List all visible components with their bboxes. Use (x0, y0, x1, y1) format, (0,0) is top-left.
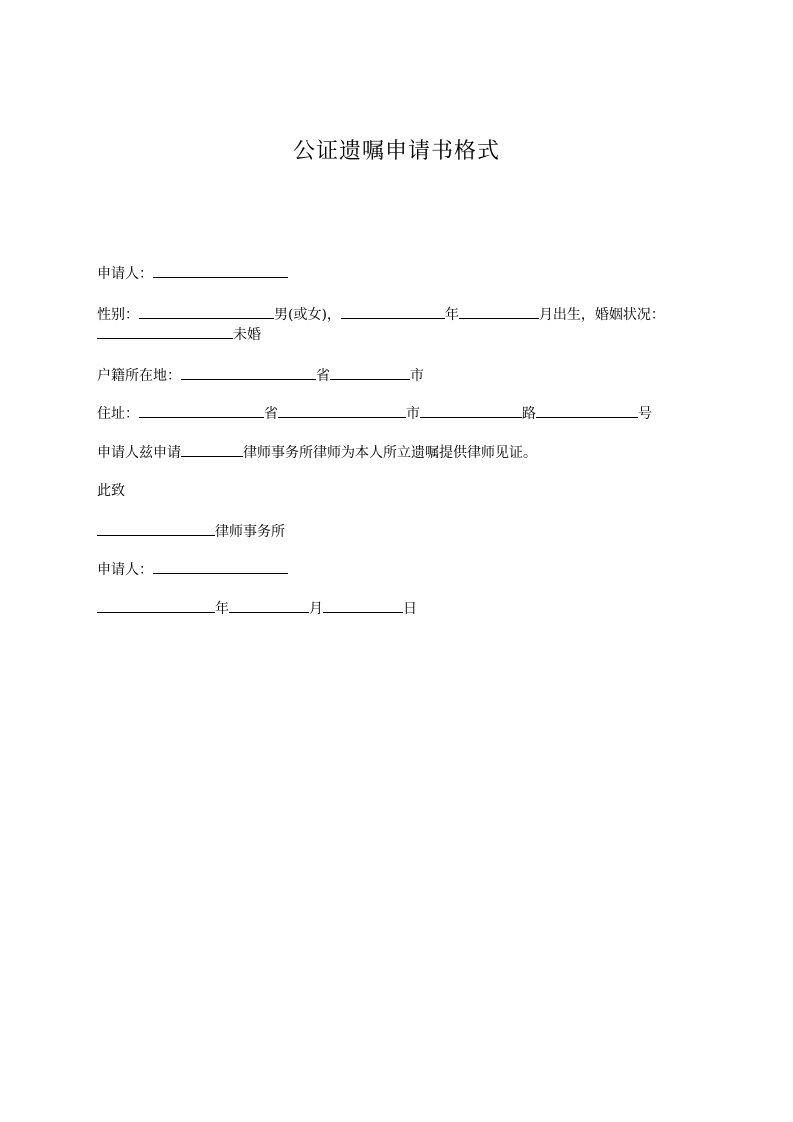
gender-birth-line (97, 303, 665, 325)
document-title: 公证遗嘱申请书格式 (292, 139, 500, 164)
recipient-firm-blank[interactable] (97, 520, 215, 536)
recipient-firm-line (97, 520, 285, 542)
gender-blank[interactable] (139, 303, 274, 319)
signature-applicant-line (97, 558, 288, 580)
date-month-blank[interactable] (229, 597, 309, 613)
law-firm-blank[interactable] (181, 441, 243, 457)
address-line (97, 402, 652, 424)
birth-month-blank[interactable] (459, 303, 539, 319)
marital-status-line (97, 323, 261, 345)
signature-applicant-blank[interactable] (153, 558, 288, 574)
gender-label: 性别： (97, 307, 139, 323)
household-province-label: 省 (316, 368, 330, 384)
statement-prefix: 申请人兹申请 (97, 445, 181, 461)
address-label: 住址： (97, 406, 139, 422)
household-label: 户籍所在地： (97, 368, 181, 384)
marital-status-value: 未婚 (233, 327, 261, 343)
applicant-label: 申请人： (97, 266, 153, 282)
recipient-firm-suffix: 律师事务所 (215, 524, 285, 540)
date-line (97, 597, 417, 619)
address-province-blank[interactable] (139, 402, 264, 418)
address-road-blank[interactable] (420, 402, 522, 418)
address-city-label: 市 (406, 406, 420, 422)
address-number-blank[interactable] (536, 402, 638, 418)
date-year-label: 年 (215, 601, 229, 617)
salutation-line (97, 481, 125, 501)
address-road-label: 路 (522, 406, 536, 422)
marital-status-blank[interactable] (97, 323, 233, 339)
date-day-label: 日 (403, 601, 417, 617)
date-month-label: 月 (309, 601, 323, 617)
date-day-blank[interactable] (323, 597, 403, 613)
household-city-label: 市 (410, 368, 424, 384)
household-province-blank[interactable] (181, 364, 316, 380)
date-year-blank[interactable] (97, 597, 215, 613)
gender-options-text: 男(或女)， (274, 307, 341, 323)
applicant-name-blank[interactable] (153, 262, 288, 278)
birth-year-label: 年 (444, 307, 459, 323)
application-statement-line (97, 441, 537, 463)
birth-month-marital-label: 月出生，婚姻状况： (538, 307, 665, 323)
address-number-label: 号 (638, 406, 652, 422)
applicant-line (97, 262, 288, 284)
signature-applicant-label: 申请人： (97, 562, 153, 578)
household-city-blank[interactable] (330, 364, 410, 380)
statement-suffix: 律师事务所律师为本人所立遗嘱提供律师见证。 (243, 445, 537, 461)
address-province-label: 省 (264, 406, 278, 422)
address-city-blank[interactable] (278, 402, 406, 418)
household-registration-line (97, 364, 424, 386)
salutation-text: 此致 (97, 483, 125, 499)
birth-year-blank[interactable] (341, 303, 445, 319)
